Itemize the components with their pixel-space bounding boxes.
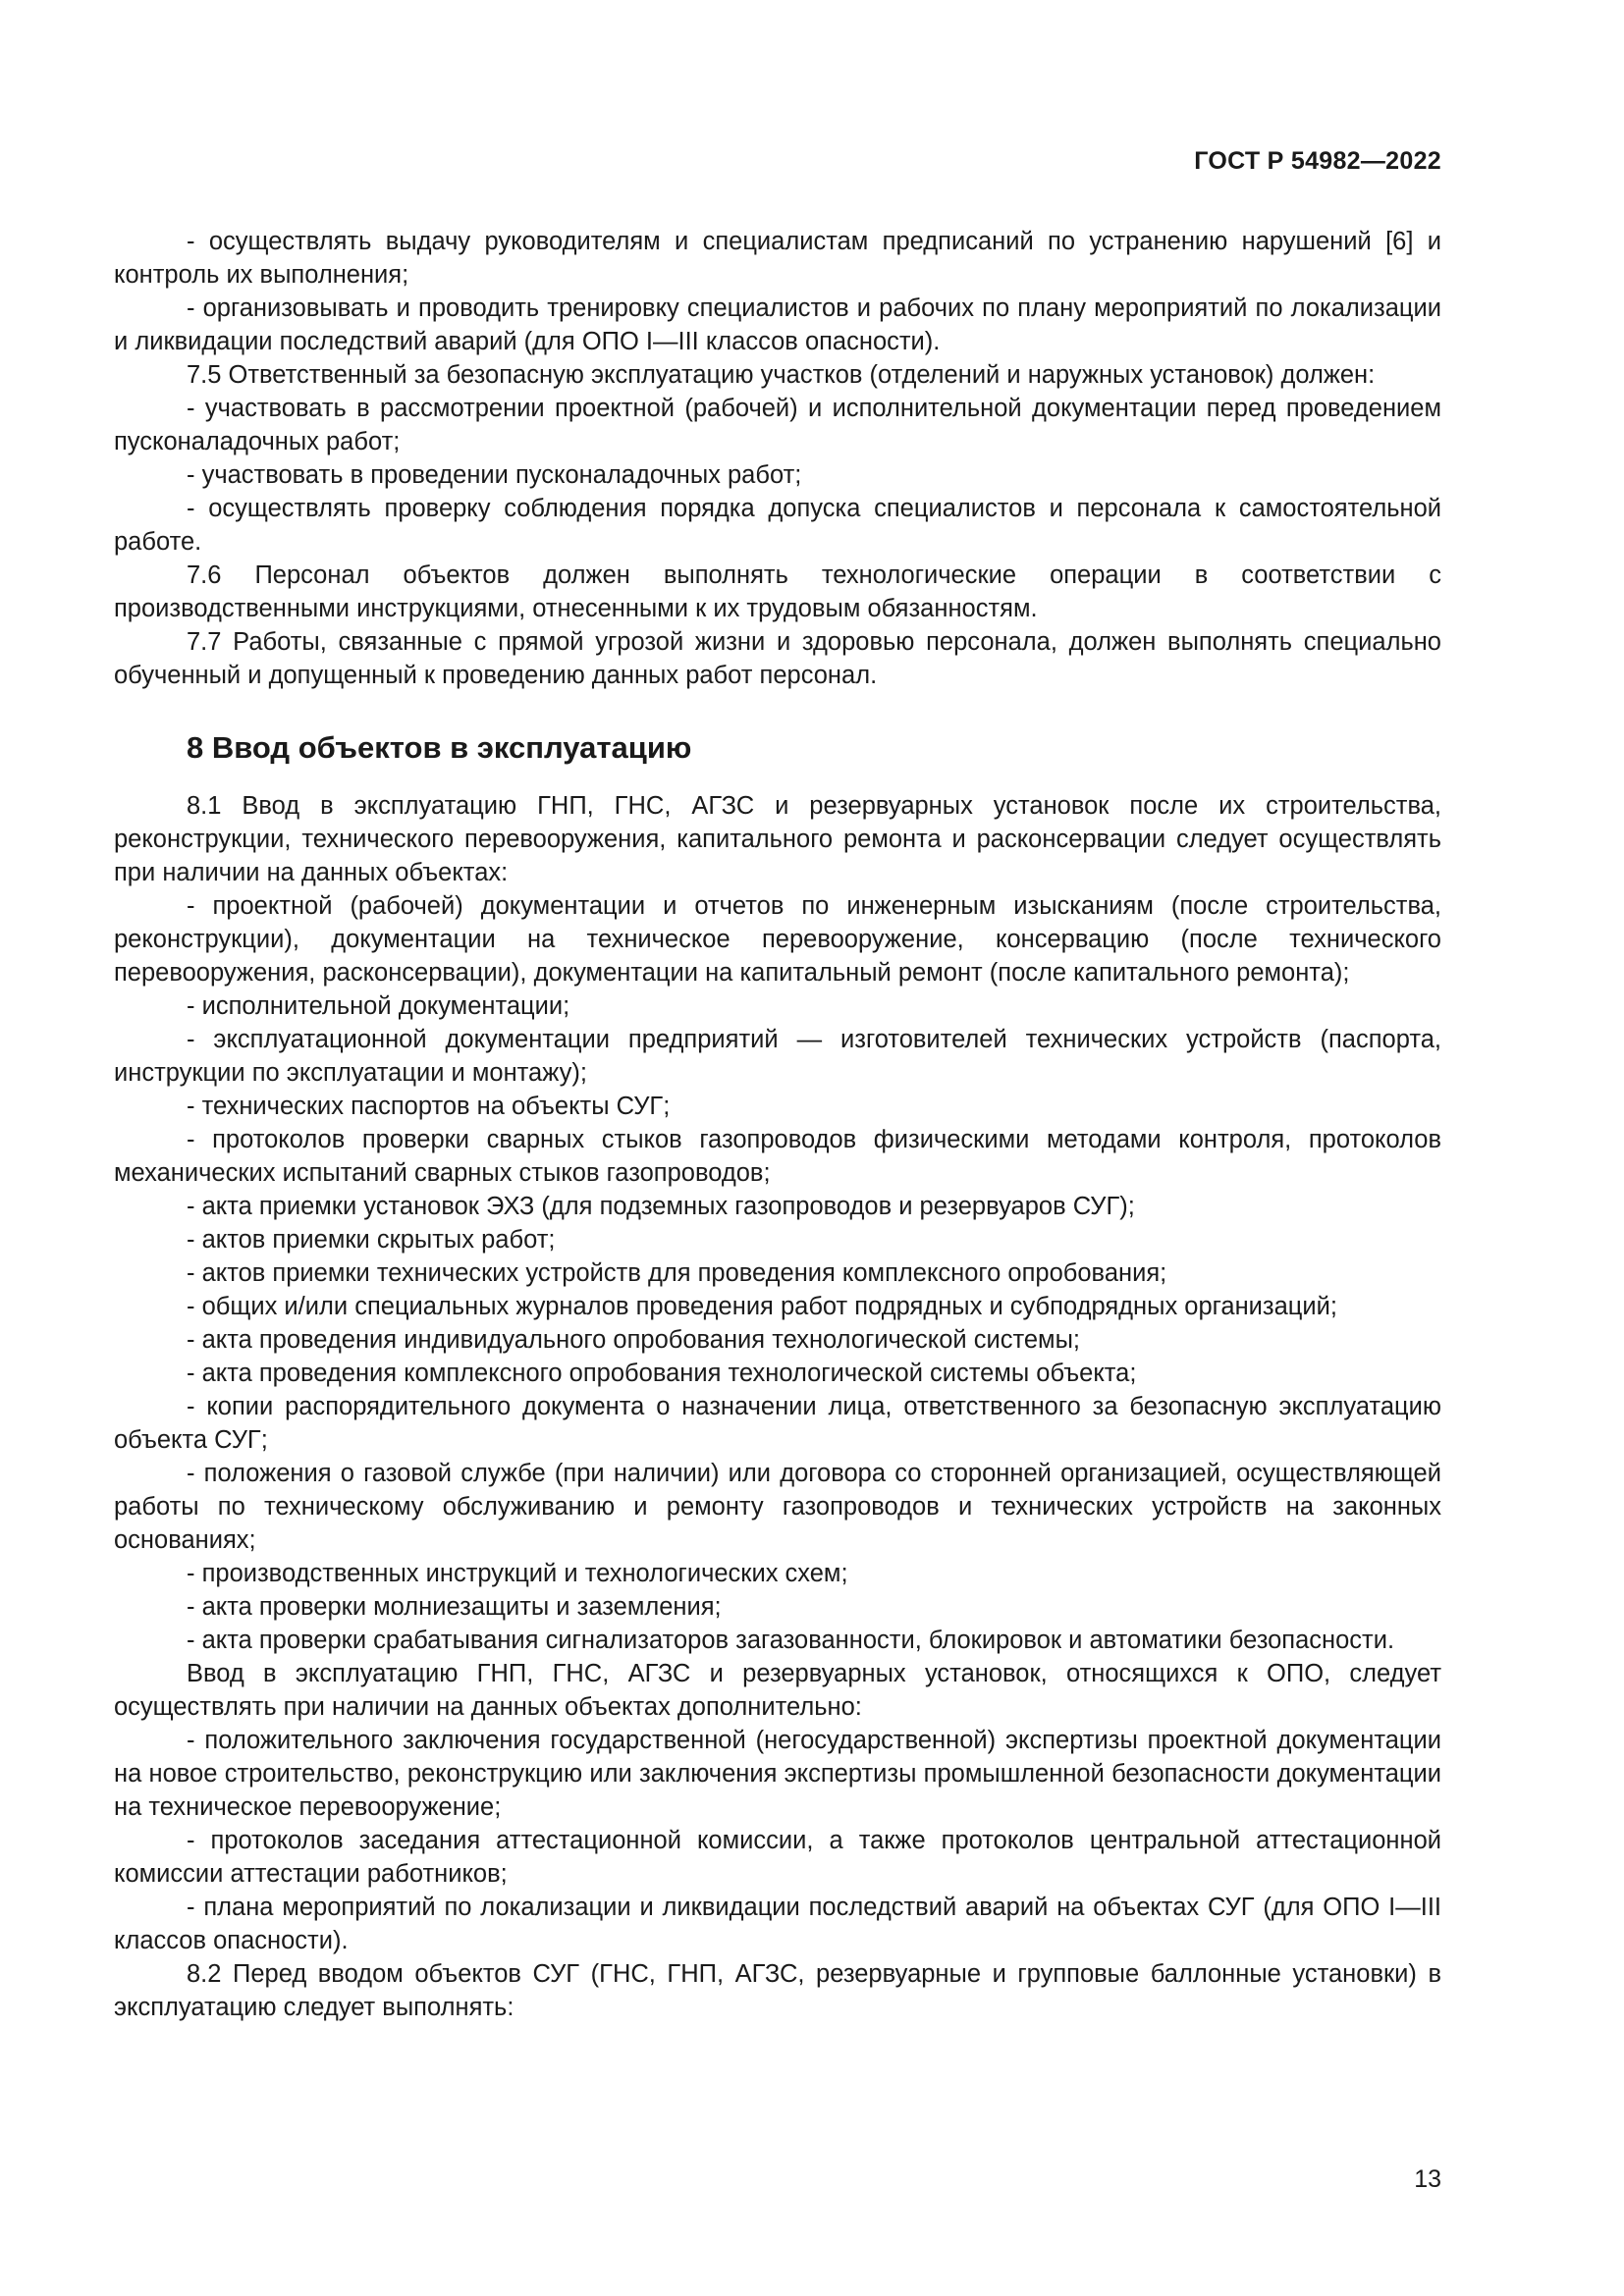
paragraph: - осуществлять проверку соблюдения порядка допуска специалистов и персонала к самостоятельной работе. [114,495,1441,556]
list-item: - протоколов проверки сварных стыков газопроводов физическими методами контроля, протоколов механических испытаний сварных стыков газопроводов; [114,1126,1441,1187]
clause-7-7: 7.7 Работы, связанные с прямой угрозой жизни и здоровью персонала, должен выполнять специально обученный и допущенный к проведению данных работ персонал. [114,628,1441,689]
document-code: ГОСТ Р 54982—2022 [1194,147,1441,175]
page-number: 13 [1414,2165,1441,2193]
clause-7-6: 7.6 Персонал объектов должен выполнять технологические операции в соответствии с производственными инструкциями, отнесенными к их трудовым обязанностям. [114,561,1441,622]
list-item: - протоколов заседания аттестационной комиссии, а также протоколов центральной аттестационной комиссии аттестации работников; [114,1827,1441,1888]
paragraph: - осуществлять выдачу руководителям и специалистам предписаний по устранению нарушений [6] и контроль их выполнения; [114,228,1441,289]
list-item: - актов приемки технических устройств для проведения комплексного опробования; [187,1259,1167,1287]
list-item: - технических паспортов на объекты СУГ; [187,1093,671,1120]
list-item: - акта проведения индивидуального опробования технологической системы; [187,1326,1080,1354]
list-item: - положения о газовой службе (при наличии) или договора со сторонней организацией, осуществляющей работы по техническому обслуживанию и ремонту газопроводов и технических устройств на законных основаниях; [114,1460,1441,1554]
clause-7-5: 7.5 Ответственный за безопасную эксплуатацию участков (отделений и наружных установок) должен: [187,361,1376,389]
list-item: - акта проверки молниезащиты и заземления; [187,1593,722,1621]
list-item: - акта проведения комплексного опробования технологической системы объекта; [187,1360,1137,1387]
list-item: - эксплуатационной документации предприятий — изготовителей технических устройств (паспорта, инструкции по эксплуатации и монтажу); [114,1026,1441,1087]
list-item: - проектной (рабочей) документации и отчетов по инженерным изысканиям (после строительства, реконструкции), документации на техническое перевооружение, консервацию (после технического перевооружения, расконсервации), документации на капитальный ремонт (после капитального ремонта); [114,892,1441,987]
document-body [114,225,1441,2024]
list-item: - акта проверки срабатывания сигнализаторов загазованности, блокировок и автоматики безопасности. [187,1627,1395,1654]
list-item: - исполнительной документации; [187,992,570,1020]
paragraph: Ввод в эксплуатацию ГНП, ГНС, АГЗС и резервуарных установок, относящихся к ОПО, следует осуществлять при наличии на данных объектах дополнительно: [114,1660,1441,1721]
list-item: - общих и/или специальных журналов проведения работ подрядных и субподрядных организаций; [187,1293,1337,1320]
list-item: - положительного заключения государственной (негосударственной) экспертизы проектной документации на новое строительство, реконструкцию или заключения экспертизы промышленной безопасности документации на техническое перевооружение; [114,1727,1441,1821]
paragraph: - участвовать в рассмотрении проектной (рабочей) и исполнительной документации перед проведением пусконаладочных работ; [114,395,1441,455]
clause-8-1: 8.1 Ввод в эксплуатацию ГНП, ГНС, АГЗС и резервуарных установок после их строительства, реконструкции, технического перевооружения, капитального ремонта и расконсервации следует осуществлять при наличии на данных объектах: [114,792,1441,886]
section-heading: 8 Ввод объектов в эксплуатацию [187,730,692,765]
list-item: - плана мероприятий по локализации и ликвидации последствий аварий на объектах СУГ (для ОПО I—III классов опасности). [114,1894,1441,1954]
paragraph: - участвовать в проведении пусконаладочных работ; [187,461,802,489]
list-item: - актов приемки скрытых работ; [187,1226,556,1254]
clause-8-2: 8.2 Перед вводом объектов СУГ (ГНС, ГНП, АГЗС, резервуарные и групповые баллонные установки) в эксплуатацию следует выполнять: [114,1960,1441,2021]
paragraph: - организовывать и проводить тренировку специалистов и рабочих по плану мероприятий по локализации и ликвидации последствий аварий (для ОПО I—III классов опасности). [114,294,1441,355]
list-item: - производственных инструкций и технологических схем; [187,1560,848,1587]
list-item: - акта приемки установок ЭХЗ (для подземных газопроводов и резервуаров СУГ); [187,1193,1135,1220]
list-item: - копии распорядительного документа о назначении лица, ответственного за безопасную эксплуатацию объекта СУГ; [114,1393,1441,1454]
